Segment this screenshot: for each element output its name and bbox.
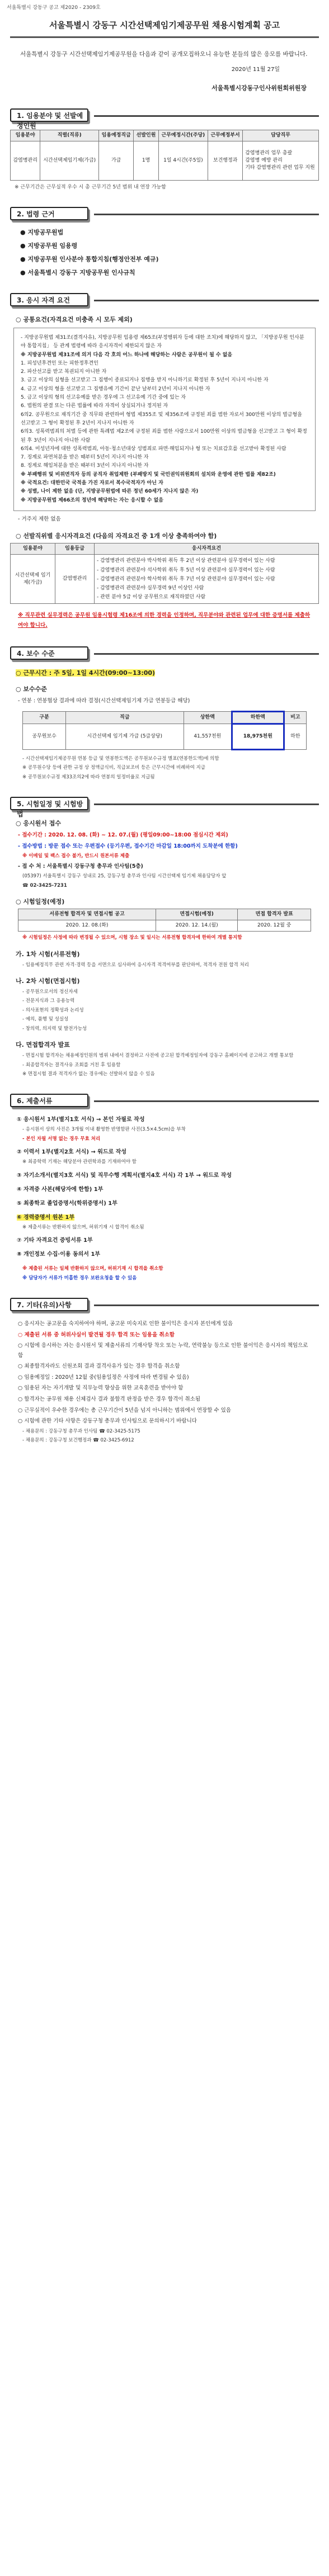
document-footnote: ※ 제출된 서류는 일체 반환하지 않으며, 허위기재 시 합격을 취소함 (22, 1266, 163, 1272)
document-note: - 본인 자필 서명 없는 경우 무효 처리 (22, 1136, 101, 1142)
common-requirements-title: ○ 공통요건(자격요건 미충족 시 모두 제외) (16, 316, 133, 324)
step-2-title: 나. 2차 시험(면접시험) (16, 977, 80, 985)
section-2-header: 2. 법령 근거 (10, 207, 319, 221)
col-hours: 근무예정시간(주당) (158, 130, 208, 141)
document-item: ② 이력서 1부(별지2호 서식) → 워드로 작성 (17, 1149, 127, 1156)
position-requirements-title: ○ 선발직위별 응시자격요건 (다음의 자격요건 중 1개 이상 충족하여야 함) (16, 532, 217, 540)
document-note: - 응시원서 상의 사진은 3개월 이내 촬영한 반명함판 사진(3.5×4.5cm)을 부착 (22, 1127, 186, 1133)
title-divider (10, 36, 319, 38)
col-count: 선발인원 (134, 130, 159, 141)
interview-criterion: - 창의력, 의지력 및 발전가능성 (22, 1025, 87, 1032)
contact-line: - 채용문의 : 강동구청 보건행정과 ☎ 02-3425-6912 (22, 1438, 134, 1444)
residence-note: - 거주지 제한 없음 (18, 516, 61, 522)
section-6-header: 6. 제출서류 (10, 1094, 319, 1108)
requirements-box: - 지방공무원법 제31조(결격사유), 지방공무원 임용령 제65조(부정행위자 등에 대한 조치)에 해당하지 않고, 「지방공무원 인사분야 통합지침」 등 관계 법령에 따라 응시자격이 제한되지 않은 자 ※ 지방공무원법 제31조에 의거 다음 각 호의 어느 하나에 해당하는 사람은 공무원이 될 수 없음 1. 피성년후견인 또는 피한정후견인 2. 파산선고를 받고 복권되지 아니한 자 3. 금고 이상의 실형을 선고받고 그 집행이 종료되거나 집행을 받지 아니하기로 확정된 후 5년이 지나지 아니한 자 4. 금고 이상의 형을 선고받고 그 집행유예 기간이 끝난 날부터 2년이 지나지 아니한 자 5. 금고 이상의 형의 선고유예를 받은 경우에 그 선고유예 기간 중에 있는 자 6. 법원의 판결 또는 다른 법률에 따라 자격이 상실되거나 정지된 자 6의2. 공무원으로 재직기간 중 직무와 관련하여 형법 제355조 및 제356조에 규정된 죄를 범한 자로서 300만원 이상의 벌금형을 선고받고 그 형이 확정된 후 2년이 지나지 아니한 자 6의3. 성폭력범죄의 처벌 등에 관한 특례법 제2조에 규정된 죄를 범한 사람으로서 100만원 이상의 벌금형을 선고받고 그 형이 확정된 후 3년이 지나지 아니한 사람 6의4. 미성년자에 대한 성폭력범죄, 아동·청소년대상 성범죄로 파면·해임되거나 형 또는 치료감호를 선고받아 확정된 사람 7. 징계로 파면처분을 받은 때부터 5년이 지나지 아니한 자 8. 징계로 해임처분을 받은 때부터 3년이 지나지 아니한 자 ※ 부패행위 및 비위면직자 등의 공직자 취업제한 (부패방지 및 국민권익위원회의 설치와 운영에 관한 법률 제82조) ※ 국적요건: 대한민국 국적을 가진 자로서 복수국적자가 아닌 자 ※ 성별, 나이 제한 없음 (단, 지방공무원법에 따른 정년 60세가 지나지 않은 자) ※ 지방공무원법 제66조의 정년에 해당하는 자는 응시할 수 없음 (13, 328, 316, 511)
document-item: ⑧ 개인정보 수집·이용 동의서 1부 (17, 1251, 101, 1258)
result-note: - 최종합격자는 결격사유 조회를 거친 후 임용함 (22, 1062, 121, 1068)
pay-level-title: ○ 보수수준 (16, 686, 47, 693)
notice-title: 서울특별시 강동구 시간선택제임기제공무원 채용시험계획 공고 (49, 20, 280, 31)
law-item: ● 서울특별시 강동구 지방공무원 인사규칙 (20, 269, 135, 277)
section-5-header: 5. 시험일정 및 시험방법 (10, 797, 319, 811)
col-duties: 담당직무 (243, 130, 319, 141)
application-method-note: ※ 이메일 및 팩스 접수 불가, 반드시 원본서류 제출 (22, 853, 130, 859)
intro-text: 서울특별시 강동구 시간선택제임기제공무원을 다음과 같이 공개모집하오니 유능한 분들의 많은 응모를 바랍니다. (20, 50, 308, 58)
contact-line: - 채용문의 : 강동구청 총무과 인사팀 ☎ 02-3425-5175 (22, 1428, 140, 1434)
col-dept: 근무예정부서 (208, 130, 243, 141)
caution-item: ○ 제출된 서류 중 허위사실이 발견될 경우 합격 또는 임용을 취소함 (18, 1331, 175, 1338)
notice-date: 2020년 11월 27일 (231, 66, 280, 73)
table-row: 공무원보수 시간선택제 임기제 가급 (5급상당) 41,557천원 18,975천원 하한 (23, 724, 307, 749)
document-item: ⑥ 경력증명서 원본 1부 (17, 1214, 75, 1221)
interview-criterion: - 전문지식과 그 응용능력 (22, 998, 75, 1004)
application-method: - 접수방법 : 방문 접수 또는 우편접수 (등기우편, 접수기간 마감일 18:00까지 도착분에 한함) (18, 843, 238, 849)
pay-table: 구분 직급 상한액 하한액 비고 공무원보수 시간선택제 임기제 가급 (5급상당) 41,557천원 18,975천원 하한 (22, 711, 307, 750)
document-number: 서울특별시 강동구 공고 제2020 - 2309호 (7, 5, 101, 11)
recruitment-table (10, 130, 319, 181)
step-1-description: - 임용예정직무 관련 자격·경력 등을 서면으로 심사하여 응시자격 적격여부를 판단하여, 적격자 전원 합격 처리 (22, 962, 249, 968)
section-4-header: 4. 보수 수준 (10, 646, 319, 661)
document-item: ③ 자기소개서(별지3호 서식) 및 직무수행 계획서(별지4호 서식) 각 1부 → 워드로 작성 (17, 1172, 232, 1179)
schedule-note: ※ 시험일정은 사정에 따라 변경될 수 있으며, 시험 장소 및 일시는 서류전형 합격자에 한하여 개별 통지함 (22, 935, 242, 941)
interview-criterion: - 공무원으로서의 정신자세 (22, 989, 78, 995)
caution-item: ○ 합격자는 공무원 채용 신체검사 결과 불합격 판정을 받은 경우 합격이 취소됨 (18, 1396, 200, 1403)
experience-note: ※ 직무관련 실무경력은 공무원 임용시험령 제16조에 의한 경력을 인정하며, 직무분야와 관련된 업무에 대한 증명서를 제출하여야 합니다. (18, 612, 311, 628)
application-place: - 접 수 처 : 서울특별시 강동구청 총무과 인사팀(5층) (18, 863, 143, 869)
issuing-organization: 서울특별시강동구인사위원회위원장 (211, 84, 307, 92)
application-address: (05397) 서울특별시 강동구 성내로 25, 강동구청 총무과 인사팀 시간선택제 임기제 채용담당자 앞 (22, 873, 227, 880)
caution-item: ○ 근무실적이 우수한 경우에는 총 근무기간이 5년을 넘지 아니하는 범위에서 연장할 수 있음 (18, 1407, 231, 1414)
step-3-title: 다. 면접합격자 발표 (16, 1041, 70, 1049)
col-grade: 임용예정직급 (99, 130, 134, 141)
document-note: ※ 최종학력 기재는 해당분야 관련학과를 기재하여야 함 (22, 1159, 137, 1165)
section-1-header: 1. 임용분야 및 선발예정인원 (10, 108, 319, 123)
section-3-header: 3. 응시 자격 요건 (10, 293, 319, 308)
document-item: ⑦ 기타 자격요건 증빙서류 1부 (17, 1237, 93, 1244)
caution-item: ○ 임용예정일 : 2020년 12월 중(임용일정은 사정에 따라 변경될 수 있음) (18, 1374, 189, 1381)
table-row: 2020. 12. 08.(화) 2020. 12. 14.(월) 2020. 12월 중 (18, 920, 311, 932)
document-item: ① 응시원서 1부(별지1호 서식) → 본인 자필로 작성 (17, 1117, 145, 1123)
document-footnote: ※ 담당자가 서류가 미흡한 경우 보완요청을 할 수 있음 (22, 1275, 137, 1281)
step-1-title: 가. 1차 시험(서류전형) (16, 950, 80, 958)
pay-note: ※ 공무원보수규정 제33조의2에 따라 연봉의 일정비율로 지급됨 (22, 774, 155, 780)
table-row: 감염병관리 시간선택제임기제(가급) 가급 1명 1일 4시간(주5일) 보건행정과 감염병관리 업무 총괄 감염병 예방 관리 기타 감염병관리 관련 업무 지원 (11, 141, 319, 181)
col-field: 임용분야 (11, 130, 40, 141)
document-item: ④ 자격증 사본(해당자에 한함) 1부 (17, 1186, 104, 1193)
schedule-table: 서류전형 합격자 및 면접시험 공고 면접시험(예정) 면접 합격자 발표 2020. 12. 08.(화) 2020. 12. 14.(월) 2020. 12월 중 (18, 909, 311, 932)
position-requirements-table: 임용분야 임용등급 응시자격요건 시간선택제 임기제(가급) 감염병관리 - 감염병관리 관련분야 박사학위 취득 후 2년 이상 관련분야 실무경력이 있는 사람 - 감염병관리 관련분야 석사학위 취득 후 5년 이상 관련분야 실무경력이 있는 사람 - 감염병관리 관련분야 학사학위 취득 후 7년 이상 관련분야 실무경력이 있는 사람 - 감염병관리 관련분야 실무경력 9년 이상인 사람 - 관련 분야 5급 이상 공무원으로 재직하였던 사람 (10, 543, 319, 604)
section-7-header: 7. 기타(유의)사항 (10, 1298, 319, 1312)
application-title: ○ 응시원서 접수 (16, 820, 62, 828)
schedule-title: ○ 시험일정(예정) (16, 898, 65, 906)
col-series: 직렬(직류) (40, 130, 99, 141)
law-item: ● 지방공무원 임용령 (20, 242, 78, 250)
caution-item: ○ 응시자는 공고문을 숙지하여야 하며, 공고문 미숙지로 인한 불이익은 응시자 본인에게 있음 (18, 1321, 233, 1327)
caution-item: ○ 시험에 관한 기타 사항은 강동구청 총무과 인사팀으로 문의하시기 바랍니다 (18, 1418, 197, 1425)
caution-item: ○ 시험에 응시하는 자는 응시원서 및 제출서류의 기재사항 착오 또는 누락, 연락불능 등으로 인한 불이익은 응시자의 책임으로 함 (18, 1343, 308, 1359)
law-item: ● 지방공무원법 (20, 229, 64, 237)
pay-note: - 시간선택제임기제공무원 연봉 등급 및 연봉한도액은 공무원보수규정 별표(연봉한도액)에 의함 (22, 755, 219, 762)
application-period: - 접수기간 : 2020. 12. 08. (화) ~ 12. 07.(월) (평일09:00~18:00 점심시간 제외) (18, 832, 228, 839)
interview-criterion: - 예의, 품행 및 성실성 (22, 1017, 69, 1023)
section-1-note: ※ 근무기간은 근무실적 우수 시 총 근무기간 5년 범위 내 연장 가능함 (15, 185, 166, 191)
document-item: ⑤ 최종학교 졸업증명서(학위증명서) 1부 (17, 1200, 118, 1207)
document-note: ※ 제출서류는 반환하지 않으며, 허위기재 시 합격이 취소됨 (22, 1224, 144, 1230)
result-note: ※ 면접시험 결과 적격자가 없는 경우에는 선발하지 않을 수 있음 (22, 1071, 155, 1077)
interview-criterion: - 의사표현의 정확성과 논리성 (22, 1007, 84, 1013)
application-phone: ☎ 02-3425-7231 (22, 882, 67, 888)
pay-description: - 연봉 : 연봉협상 결과에 따라 결정(시간선택제임기제 가급 연봉등급 해당) (18, 698, 190, 705)
table-row: 시간선택제 임기제(가급) 감염병관리 - 감염병관리 관련분야 박사학위 취득 후 2년 이상 관련분야 실무경력이 있는 사람 - 감염병관리 관련분야 석사학위 취득 후 5년 이상 관련분야 실무경력이 있는 사람 - 감염병관리 관련분야 학사학위 취득 후 7년 이상 관련분야 실무경력이 있는 사람 - 감염병관리 관련분야 실무경력 9년 이상인 사람 - 관련 분야 5급 이상 공무원으로 재직하였던 사람 (11, 555, 319, 604)
work-hours: ○ 근무시간 : 주 5일, 1일 4시간(09:00~13:00) (16, 669, 156, 677)
caution-item: ○ 최종합격자라도 신원조회 결과 결격사유가 있는 경우 합격을 취소함 (18, 1363, 180, 1370)
pay-note: ※ 공무원수당 등에 관한 규정 상 정액급식비, 직급보조비 등은 근무시간에 비례하여 지급 (22, 765, 205, 771)
caution-item: ○ 임용된 자는 자기개발 및 직무능력 향상을 위한 교육훈련을 받아야 함 (18, 1385, 184, 1392)
law-item: ● 지방공무원 인사분야 통합지침(행정안전부 예규) (20, 256, 159, 263)
result-note: - 면접시험 합격자는 채용예정인원의 범위 내에서 결정하고 사전에 공고된 합격예정일자에 강동구 홈페이지에 공고하고 개별 통보함 (22, 1053, 294, 1059)
